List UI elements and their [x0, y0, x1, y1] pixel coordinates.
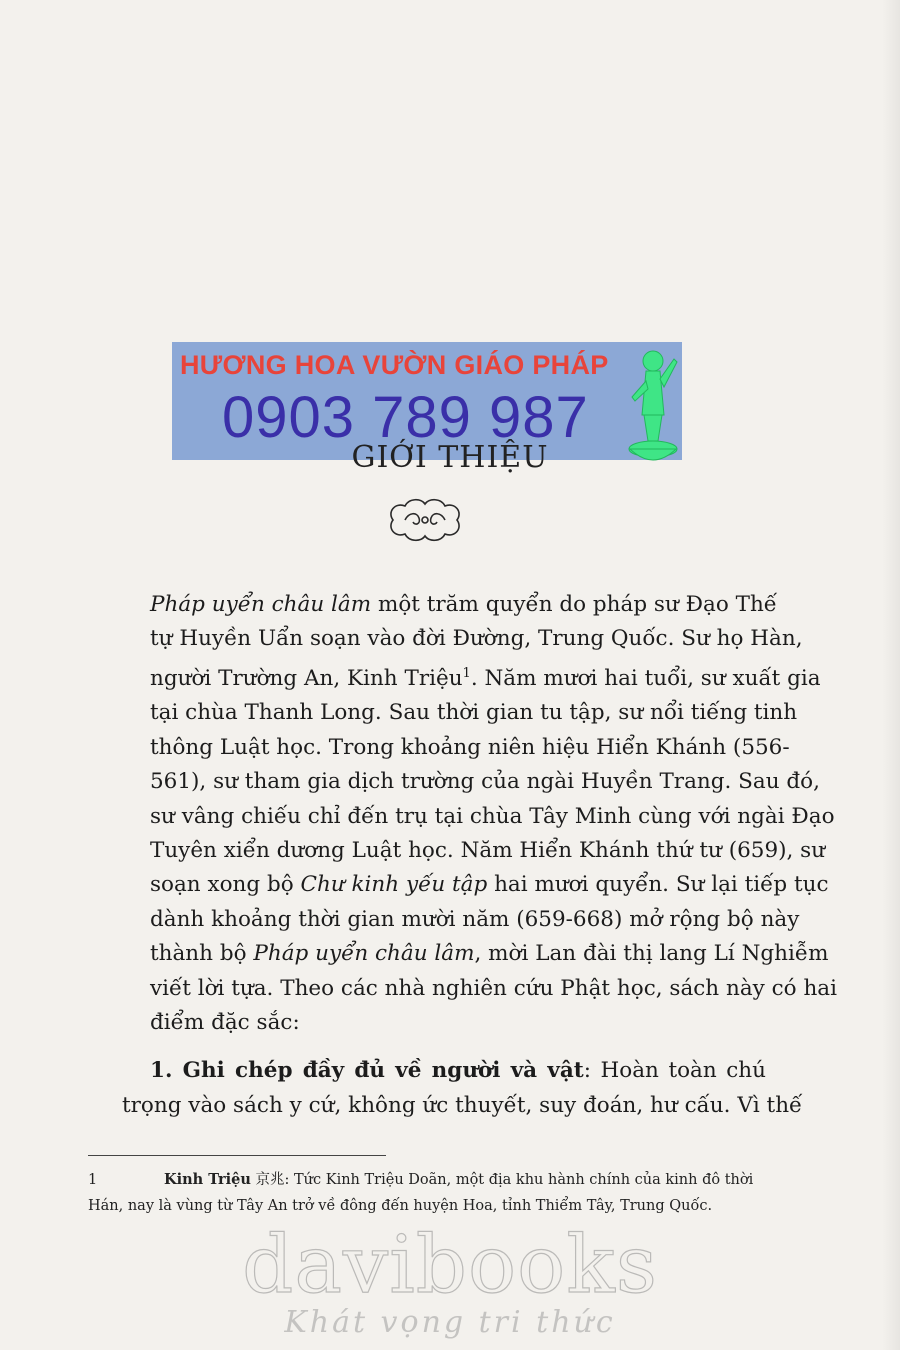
point-1-line-2: trọng vào sách y cứ, không ức thuyết, suy đoán, hư cấu. Vì thế	[122, 1092, 803, 1118]
footnote-rule	[88, 1155, 386, 1156]
intro-line	[150, 588, 778, 622]
intro-line	[150, 800, 835, 834]
intro-line	[150, 972, 837, 1006]
footnote-text-2: Hán, nay là vùng từ Tây An trở về đông đến huyện Hoa, tỉnh Thiểm Tây, Trung Quốc.	[88, 1198, 713, 1214]
footnote-text-1: : Tức Kinh Triệu Doãn, một địa khu hành chính của kinh đô thời	[284, 1172, 754, 1188]
intro-text-run: tại chùa Thanh Long. Sau thời gian tu tập, sư nổi tiếng tinh	[150, 700, 798, 726]
intro-text	[122, 588, 837, 1123]
book-title: Pháp uyển châu lâm	[253, 941, 475, 967]
intro-paragraph-2	[122, 1054, 803, 1123]
intro-text-run: , mời Lan đài thị lang Lí Nghiễm	[474, 941, 829, 967]
intro-line	[150, 731, 790, 765]
cloud-ornament-icon	[385, 496, 465, 544]
intro-text-run: . Năm mươi hai tuổi, sư xuất gia	[470, 665, 821, 691]
intro-text-run: hai mươi quyển. Sư lại tiếp tục	[487, 872, 829, 898]
intro-line	[150, 1006, 766, 1040]
footnote	[88, 1167, 778, 1219]
intro-text-run: sư vâng chiếu chỉ đến trụ tại chùa Tây Minh cùng với ngài Đạo	[150, 803, 835, 829]
intro-text-run: Tuyên xiển dương Luật học. Năm Hiển Khánh thứ tư (659), sư	[150, 838, 826, 863]
intro-text-run: tự Huyền Uẩn soạn vào đời Đường, Trung Quốc. Sư họ Hàn,	[150, 626, 803, 652]
point-1-lead: : Hoàn toàn chú	[583, 1058, 767, 1084]
intro-text-run: một trăm quyển do pháp sư Đạo Thế	[371, 592, 778, 617]
footnote-marker: 1	[462, 665, 471, 681]
intro-text-run: người Trường An, Kinh Triệu	[150, 665, 463, 691]
watermark-slogan: Khát vọng tri thức	[284, 1305, 616, 1340]
intro-line	[150, 622, 803, 656]
footnote-chinese: 京兆	[255, 1172, 285, 1188]
intro-line	[150, 657, 821, 697]
book-title: Pháp uyển châu lâm	[150, 592, 372, 617]
intro-text-run: viết lời tựa. Theo các nhà nghiên cứu Phật học, sách này có hai	[150, 975, 837, 1001]
intro-text-run: soạn xong bộ	[150, 872, 301, 898]
intro-line	[150, 937, 829, 971]
footnote-number: 1	[88, 1172, 98, 1188]
page-edge-shadow	[882, 0, 900, 1350]
intro-text-run: 561), sư tham gia dịch trường của ngài Huyền Trang. Sau đó,	[150, 769, 820, 795]
intro-text-run: điểm đặc sắc:	[150, 1010, 300, 1036]
intro-line	[150, 834, 826, 868]
intro-text-run: dành khoảng thời gian mười năm (659-668) mở rộng bộ này	[150, 906, 800, 932]
intro-text-run: thông Luật học. Trong khoảng niên hiệu Hiển Khánh (556-	[150, 734, 790, 760]
watermark-brand: davibooks	[242, 1218, 658, 1311]
chapter-title: GIỚI THIỆU	[351, 440, 549, 475]
banner-title: HƯƠNG HOA VƯỜN GIÁO PHÁP	[180, 350, 609, 380]
intro-line	[150, 868, 829, 902]
intro-paragraph-1	[150, 588, 837, 1040]
banner-phone: 0903 789 987	[222, 385, 589, 450]
intro-line	[150, 765, 820, 799]
footnote-term: Kinh Triệu	[164, 1171, 251, 1188]
book-title: Chư kinh yếu tập	[300, 872, 488, 898]
intro-text-run: thành bộ	[150, 941, 254, 967]
intro-line	[150, 903, 800, 937]
point-1-heading: 1. Ghi chép đầy đủ về người và vật	[150, 1058, 584, 1084]
intro-line	[150, 696, 798, 730]
